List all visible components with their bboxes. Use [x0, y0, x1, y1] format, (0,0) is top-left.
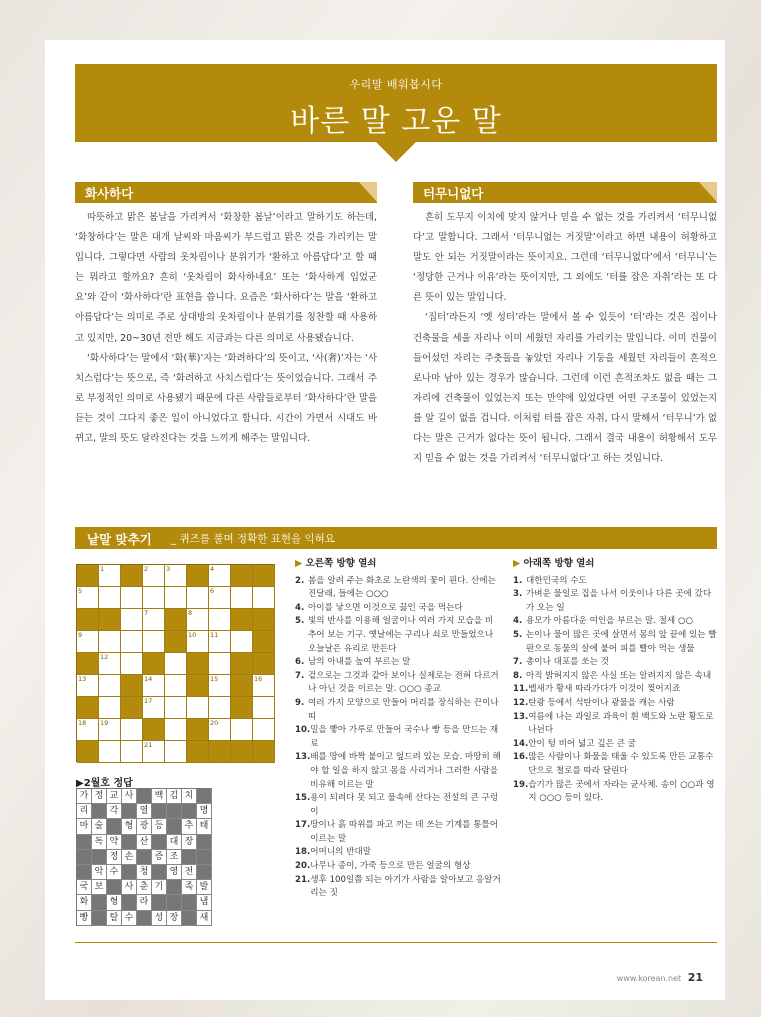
crossword-grid — [76, 564, 275, 762]
clue-number: 6 — [210, 587, 215, 595]
paragraph: ‘집터’라든지 ‘옛 성터’라는 말에서 볼 수 있듯이 ‘터’라는 것은 집이나 건축물을 세울 자리나 이미 세웠던 자리를 가리키는 말입니다. 이미 건물이 들어섰던 자리는 주춧돌을 놓았던 자리나 기둥을 세웠던 자리들이 흔적으로나마 남아 있는 경우가 많습니다. 그런데 이런 흔적조차도 없을 때는 그 자리에 건축물이 있었는지 또는 만약에 있었다면 어떤 구조물이 있었는지를 알 길이 없을 겁니다. 이처럼 터를 잡은 자취, 다시 말해서 ‘터무니’가 없다는 말은 근거가 없다는 뜻이 됩니다. 그래서 결국 내용이 허황해서 도무지 믿을 수 없는 것을 가리켜서 ‘터무니없다’고 하는 것입니다. — [413, 312, 717, 465]
quiz-title: 낱말 맞추기 — [87, 532, 152, 547]
answer-block — [77, 850, 92, 865]
crossword-block — [99, 609, 121, 631]
crossword-cell[interactable] — [121, 653, 143, 675]
down-clues — [513, 557, 718, 806]
clue-item — [513, 670, 718, 684]
answer-cell: 가 — [77, 789, 92, 804]
crossword-cell[interactable] — [209, 653, 231, 675]
crossword-cell[interactable] — [99, 653, 121, 675]
clue-item — [513, 588, 718, 615]
across-heading-label: 오른쪽 방향 열쇠 — [305, 558, 377, 569]
crossword-block — [253, 609, 275, 631]
answer-cell: 추 — [182, 819, 197, 834]
answer-cell: 리 — [77, 804, 92, 819]
answer-block — [152, 865, 167, 880]
crossword-cell[interactable] — [165, 675, 187, 697]
crossword-cell[interactable] — [209, 631, 231, 653]
article-right — [413, 208, 717, 469]
clue-item — [513, 779, 718, 806]
crossword-cell[interactable] — [209, 587, 231, 609]
clue-number: 4. — [295, 602, 305, 613]
header-banner — [75, 64, 717, 142]
clue-text: 겉으로는 그것과 같아 보이나 실제로는 전혀 다르거나 아닌 것을 이르는 말. ○○○ 종교 — [308, 670, 499, 695]
crossword-block — [187, 565, 209, 587]
clue-number: 14. — [513, 738, 529, 749]
heading-corner-decoration — [359, 182, 377, 202]
footer-divider — [75, 942, 717, 943]
clue-number: 11. — [513, 684, 529, 695]
answer-cell: 사 — [122, 789, 137, 804]
answer-cell: 광 — [137, 819, 152, 834]
clue-text: 용모가 아름다운 여인을 부르는 말. 절세 ○○ — [526, 616, 693, 627]
clue-text: 가벼운 물일로 집을 나서 이웃이나 다른 곳에 갔다 가 오는 일 — [526, 589, 712, 613]
clue-text: 습기가 많은 곳에서 자라는 균사체. 송이 ○○과 영지 ○○○ 등이 있다. — [528, 779, 715, 804]
answer-title: ▶2월호 정답 — [76, 778, 133, 789]
crossword-cell[interactable] — [99, 587, 121, 609]
clue-number: 3 — [166, 565, 171, 573]
answer-block — [167, 880, 182, 895]
clue-number: 14 — [144, 675, 153, 683]
answer-cell: 조 — [167, 850, 182, 865]
answer-cell: 태 — [197, 819, 212, 834]
clue-number: 20. — [295, 861, 311, 872]
clue-text: 배를 땅에 바짝 붙이고 엎드려 있는 모습. 마땅히 해야 할 일을 하지 않고 몸을 사리거나 그러한 사람을 비유해 이르는 말 — [310, 752, 501, 790]
clue-number: 1. — [513, 575, 523, 586]
clue-number: 3. — [513, 589, 523, 600]
answer-cell: 청 — [137, 865, 152, 880]
crossword-block — [77, 741, 99, 763]
crossword-cell[interactable] — [143, 565, 165, 587]
clue-number: 4. — [513, 616, 523, 627]
clue-number: 7. — [295, 670, 305, 681]
answer-cell: 국 — [77, 880, 92, 895]
clue-number: 9. — [295, 697, 305, 708]
clue-number: 20 — [210, 719, 219, 727]
clue-number: 18. — [295, 847, 311, 858]
clue-number: 8. — [513, 670, 523, 681]
footer — [617, 971, 703, 984]
crossword-block — [231, 609, 253, 631]
clue-item — [513, 711, 718, 738]
answer-cell: 등 — [152, 819, 167, 834]
divider — [75, 202, 377, 203]
paragraph: 따뜻하고 맑은 봄날을 가리켜서 ‘화창한 봄날’이라고 말하기도 하는데, ‘화창하다’는 말은 대개 날씨와 마음씨가 부드럽고 맑은 것을 가리키는 말입니다. 그렇다면 사람의 옷차림이나 분위기가 ‘환하고 아름답다’고 할 때는 뭐라고 할까요? 흔히 ‘옷차림이 화사하네요’ 또는 ‘화사하게 입었군요’와 같이 ‘화사하다’란 표현을 씁니다. 요즘은 ‘화사하다’는 말을 ‘환하고 아름답다’는 의미로 주로 상대방의 옷차림이나 분위기를 칭찬할 때 사용하고 있지만, 20~30년 전만 해도 지금과는 다른 의미로 사용됐습니다. — [75, 212, 377, 344]
answer-cell: 독 — [92, 835, 107, 850]
answer-cell: 정 — [92, 789, 107, 804]
crossword-cell[interactable] — [77, 587, 99, 609]
answer-block — [167, 895, 182, 910]
answer-cell: 족 — [182, 880, 197, 895]
answer-cell: 영 — [167, 865, 182, 880]
answer-cell: 장 — [167, 911, 182, 926]
header-title: 바른 말 고운 말 — [290, 104, 502, 139]
clue-item — [295, 656, 501, 670]
crossword-cell[interactable] — [209, 609, 231, 631]
answer-block — [122, 835, 137, 850]
across-heading — [295, 557, 501, 571]
answer-cell: 각 — [107, 804, 122, 819]
crossword-block — [231, 741, 253, 763]
crossword-cell[interactable] — [77, 631, 99, 653]
clue-number: 1 — [100, 565, 105, 573]
clue-number: 5 — [78, 587, 83, 595]
crossword-block — [77, 609, 99, 631]
clue-number: 16. — [513, 752, 529, 763]
answer-cell: 치 — [182, 789, 197, 804]
answer-block — [92, 804, 107, 819]
answer-cell: 보 — [92, 880, 107, 895]
answer-block — [182, 804, 197, 819]
answer-cell: 약 — [107, 835, 122, 850]
clue-number: 21. — [295, 874, 311, 885]
crossword-cell[interactable] — [143, 675, 165, 697]
clue-text: 탄광 등에서 석탄이나 광물을 캐는 사람 — [528, 697, 675, 708]
clue-text: 밀을 빻아 가루로 만들어 국수나 빵 등을 만드는 재료 — [310, 725, 499, 749]
clue-item — [295, 615, 501, 656]
crossword-cell[interactable] — [209, 565, 231, 587]
crossword-block — [253, 565, 275, 587]
answer-block — [167, 819, 182, 834]
answer-block — [92, 911, 107, 926]
answer-cell: 수 — [107, 865, 122, 880]
quiz-subtitle: _ 퀴즈를 풀며 정확한 표현을 익혀요 — [171, 533, 335, 545]
answer-cell: 김 — [167, 789, 182, 804]
crossword-cell[interactable] — [99, 675, 121, 697]
crossword-block — [165, 609, 187, 631]
crossword-cell[interactable] — [99, 631, 121, 653]
crossword-cell[interactable] — [165, 653, 187, 675]
clue-item — [513, 575, 718, 589]
crossword-cell[interactable] — [209, 697, 231, 719]
clue-number: 8 — [188, 609, 193, 617]
answer-cell: 탈 — [107, 911, 122, 926]
answer-block — [107, 880, 122, 895]
clue-item — [513, 683, 718, 697]
banner-pointer — [376, 142, 416, 162]
clue-item — [513, 629, 718, 656]
answer-block — [182, 911, 197, 926]
crossword-cell[interactable] — [231, 631, 253, 653]
crossword-block — [187, 653, 209, 675]
clue-text: 어머니의 반대말 — [310, 847, 372, 858]
clue-text: 땅이나 흙 따위를 파고 끼는 데 쓰는 기계를 통틀어 이르는 말 — [310, 820, 499, 844]
crossword-block — [187, 675, 209, 697]
answer-cell: 산 — [137, 835, 152, 850]
crossword-cell[interactable] — [165, 741, 187, 763]
crossword-block — [231, 653, 253, 675]
clue-item — [513, 738, 718, 752]
answer-block — [197, 789, 212, 804]
crossword-cell[interactable] — [209, 719, 231, 741]
clue-text: 여름에 나는 과일로 과육이 흰 백도와 노란 황도로 나뉜다 — [528, 711, 714, 736]
clue-item — [513, 697, 718, 711]
answer-cell: 열 — [137, 804, 152, 819]
clue-text: 안이 텅 비어 넓고 깊은 큰 굴 — [528, 738, 636, 749]
clue-text: 나무나 종이, 가죽 등으로 만든 얼굴의 형상 — [310, 861, 471, 872]
clue-item — [513, 615, 718, 629]
answer-cell: 발 — [197, 880, 212, 895]
crossword-cell[interactable] — [121, 631, 143, 653]
answer-block — [92, 850, 107, 865]
triangle-right-icon: ▶ — [295, 558, 306, 569]
clue-number: 4 — [210, 565, 215, 573]
crossword-block — [253, 631, 275, 653]
crossword-cell[interactable] — [121, 609, 143, 631]
crossword-block — [165, 631, 187, 653]
answer-block — [197, 835, 212, 850]
clue-item — [295, 751, 501, 792]
clue-number: 12. — [513, 697, 529, 708]
clue-number: 18 — [78, 719, 87, 727]
answer-cell: 성 — [152, 911, 167, 926]
crossword-cell[interactable] — [121, 587, 143, 609]
crossword-block — [187, 719, 209, 741]
clue-text: 빛의 반사를 이용해 얼굴이나 여러 가지 모습을 비추어 보는 기구. 옛날에는 구리나 쇠로 만들었으나 오늘날은 유리로 만든다 — [308, 616, 494, 654]
answer-block — [182, 850, 197, 865]
clue-number: 17. — [295, 820, 311, 831]
page-number: 21 — [687, 971, 703, 984]
answer-cell: 대 — [167, 835, 182, 850]
answer-block — [152, 804, 167, 819]
answer-block — [137, 911, 152, 926]
clue-number: 7. — [513, 657, 523, 668]
answer-block — [197, 850, 212, 865]
crossword-cell[interactable] — [253, 719, 275, 741]
clue-number: 19 — [100, 719, 109, 727]
crossword-cell[interactable] — [165, 565, 187, 587]
crossword-cell[interactable] — [187, 609, 209, 631]
crossword-block — [231, 675, 253, 697]
answer-block — [197, 865, 212, 880]
answer-cell: 손 — [122, 850, 137, 865]
answer-cell: 화 — [77, 895, 92, 910]
clue-text: 남의 아내를 높여 부르는 말 — [308, 657, 411, 668]
crossword-cell[interactable] — [99, 741, 121, 763]
clue-number: 2 — [144, 565, 149, 573]
crossword-cell[interactable] — [143, 609, 165, 631]
clue-text: 논이나 물이 많은 곳에 살면서 몸의 앞 끝에 있는 빨판으로 동물의 살에 붙어 피를 빨아 먹는 생물 — [526, 629, 717, 654]
crossword-cell[interactable] — [231, 587, 253, 609]
crossword-block — [143, 719, 165, 741]
down-list — [513, 575, 718, 806]
crossword-cell[interactable] — [187, 631, 209, 653]
clue-item — [295, 724, 501, 751]
answer-block — [122, 865, 137, 880]
clue-number: 16 — [254, 675, 263, 683]
clue-number: 19. — [513, 779, 529, 790]
crossword-cell[interactable] — [99, 697, 121, 719]
crossword-cell[interactable] — [77, 719, 99, 741]
crossword-cell[interactable] — [99, 719, 121, 741]
answer-cell: 명 — [197, 804, 212, 819]
clue-item — [295, 602, 501, 616]
article-left — [75, 208, 377, 449]
crossword-cell[interactable] — [143, 631, 165, 653]
section-heading-left — [75, 182, 377, 202]
triangle-right-icon: ▶ — [513, 558, 524, 569]
clue-number: 11 — [210, 631, 219, 639]
answer-cell: 사 — [122, 880, 137, 895]
magazine-page — [45, 40, 725, 1000]
across-list — [295, 575, 501, 901]
crossword-block — [231, 697, 253, 719]
clue-item — [295, 874, 501, 901]
answer-block — [167, 804, 182, 819]
answer-cell: 술 — [92, 819, 107, 834]
quiz-heading — [75, 527, 717, 549]
answer-cell: 마 — [77, 819, 92, 834]
clue-number: 21 — [144, 741, 153, 749]
answer-cell: 라 — [137, 895, 152, 910]
footer-url: www.korean.net — [616, 974, 682, 983]
crossword-block — [77, 697, 99, 719]
section-heading-label: 화사하다 — [85, 186, 134, 201]
crossword-cell[interactable] — [121, 741, 143, 763]
clue-item — [295, 819, 501, 846]
answer-block — [122, 804, 137, 819]
answer-cell: 전 — [182, 865, 197, 880]
answer-cell: 악 — [92, 865, 107, 880]
clue-item — [295, 792, 501, 819]
clue-number: 13. — [295, 752, 311, 763]
crossword-cell[interactable] — [253, 675, 275, 697]
answer-cell: 장 — [182, 835, 197, 850]
clue-number: 7 — [144, 609, 149, 617]
answer-cell: 교 — [107, 789, 122, 804]
clue-number: 13 — [78, 675, 87, 683]
clue-text: 많은 사람이나 화물을 태울 수 있도록 만든 교통수단으로 철로를 따라 달린다 — [528, 752, 714, 776]
crossword-cell[interactable] — [253, 587, 275, 609]
answer-block — [92, 895, 107, 910]
heading-corner-decoration — [699, 182, 717, 202]
clue-item — [513, 656, 718, 670]
clue-text: 생후 100일쯤 되는 아기가 사람을 알아보고 옹알거리는 짓 — [310, 874, 501, 899]
answer-cell: 기 — [152, 880, 167, 895]
crossword-block — [187, 741, 209, 763]
clue-text: 아직 밝혀지지 않은 사실 또는 알려지지 않은 속내 — [526, 670, 712, 681]
crossword-cell[interactable] — [143, 697, 165, 719]
clue-text: 총이나 대포를 쏘는 것 — [526, 657, 609, 668]
clue-text: 여러 가지 모양으로 만들어 머리를 장식하는 끈이나 띠 — [308, 697, 499, 722]
crossword-block — [143, 653, 165, 675]
clue-number: 17 — [144, 697, 153, 705]
crossword-block — [253, 741, 275, 763]
clue-number: 2. — [295, 575, 305, 586]
answer-cell: 형 — [107, 895, 122, 910]
clue-number: 9 — [78, 631, 83, 639]
answer-block — [182, 895, 197, 910]
crossword-block — [121, 697, 143, 719]
answer-cell: 형 — [122, 819, 137, 834]
paragraph: 흔히 도무지 이치에 맞지 않거나 믿을 수 없는 것을 가리켜서 ‘터무니없다’고 말합니다. 그래서 ‘터무니없는 거짓말’이라고 하면 내용이 허황하고 말도 안 되는 거짓말이라는 뜻이지요. 그런데 ‘터무니없다’에서 ‘터무니’는 ‘정당한 근거나 이유’라는 뜻이지만, 그 외에도 ‘터를 잡은 자취’라는 또 다른 뜻이 있는 말입니다. — [413, 212, 717, 304]
answer-block — [107, 819, 122, 834]
crossword-cell[interactable] — [165, 697, 187, 719]
clue-text: 용이 되려다 못 되고 물속에 산다는 전설의 큰 구렁이 — [310, 793, 499, 817]
across-clues — [295, 557, 501, 901]
down-heading-label: 아래쪽 방향 열쇠 — [523, 558, 595, 569]
clue-number: 15. — [295, 793, 311, 804]
crossword-block — [77, 565, 99, 587]
clue-text: 봄을 알려 주는 화초로 노란색의 꽃이 핀다. 산에는 진달래, 들에는 ○○○ — [308, 575, 496, 600]
answer-block — [152, 835, 167, 850]
clue-number: 10 — [188, 631, 197, 639]
crossword-cell[interactable] — [143, 587, 165, 609]
crossword-block — [231, 565, 253, 587]
clue-item — [513, 751, 718, 778]
clue-number: 13. — [513, 711, 529, 722]
clue-item — [295, 697, 501, 724]
answer-cell: 증 — [152, 850, 167, 865]
clue-item — [295, 860, 501, 874]
crossword-block — [121, 675, 143, 697]
crossword-cell[interactable] — [121, 719, 143, 741]
answer-grid — [76, 788, 212, 926]
answer-cell: 새 — [197, 911, 212, 926]
answer-cell: 정 — [107, 850, 122, 865]
clue-item — [295, 670, 501, 697]
section-heading-right — [413, 182, 717, 202]
section-heading-label: 터무니없다 — [423, 186, 484, 201]
crossword-block — [253, 653, 275, 675]
down-heading — [513, 557, 718, 571]
divider — [413, 202, 717, 203]
crossword-cell[interactable] — [165, 719, 187, 741]
crossword-cell[interactable] — [209, 675, 231, 697]
crossword-block — [77, 653, 99, 675]
answer-cell: 빵 — [77, 911, 92, 926]
clue-item — [295, 575, 501, 602]
clue-item — [295, 846, 501, 860]
crossword-block — [209, 741, 231, 763]
clue-text: 대한민국의 수도 — [526, 575, 587, 586]
crossword-cell[interactable] — [99, 565, 121, 587]
answer-block — [152, 895, 167, 910]
clue-number: 6. — [295, 657, 305, 668]
answer-block — [77, 835, 92, 850]
crossword-cell[interactable] — [231, 719, 253, 741]
answer-block — [137, 789, 152, 804]
answer-cell: 냄 — [197, 895, 212, 910]
crossword-cell[interactable] — [187, 697, 209, 719]
answer-cell: 춘 — [137, 880, 152, 895]
paragraph: ‘화사하다’는 말에서 ‘화(華)’자는 ‘화려하다’의 뜻이고, ‘사(奢)’자는 ‘사치스럽다’는 뜻으로, 즉 ‘화려하고 사치스럽다’는 뜻이었습니다. 그래서 주로 부정적인 의미로 사용됐기 때문에 다른 사람들로부터 ‘화사하다’란 말을 듣는 것이 그다지 좋은 일이 아니었다고 합니다. 시간이 가면서 시대도 바뀌고, 말의 뜻도 달라진다는 것을 느끼게 해주는 말입니다. — [75, 352, 377, 445]
answer-cell: 수 — [122, 911, 137, 926]
answer-cell: 백 — [152, 789, 167, 804]
header-subtitle: 우리말 배워봅시다 — [349, 78, 443, 91]
clue-number: 15 — [210, 675, 219, 683]
answer-block — [122, 895, 137, 910]
clue-text: 아이를 낳으면 이것으로 끓인 국을 먹는다 — [308, 602, 463, 613]
crossword-cell[interactable] — [165, 587, 187, 609]
crossword-cell[interactable] — [187, 587, 209, 609]
answer-block — [77, 865, 92, 880]
crossword-cell[interactable] — [143, 741, 165, 763]
clue-number: 5. — [513, 629, 523, 640]
crossword-cell[interactable] — [77, 675, 99, 697]
crossword-block — [121, 565, 143, 587]
crossword-cell[interactable] — [253, 697, 275, 719]
answer-block — [137, 850, 152, 865]
clue-number: 12 — [100, 653, 109, 661]
clue-number: 10. — [295, 725, 311, 736]
clue-text: 뱁새가 황새 따라가다가 이것이 찢어지죠 — [528, 684, 681, 695]
clue-number: 5. — [295, 616, 305, 627]
